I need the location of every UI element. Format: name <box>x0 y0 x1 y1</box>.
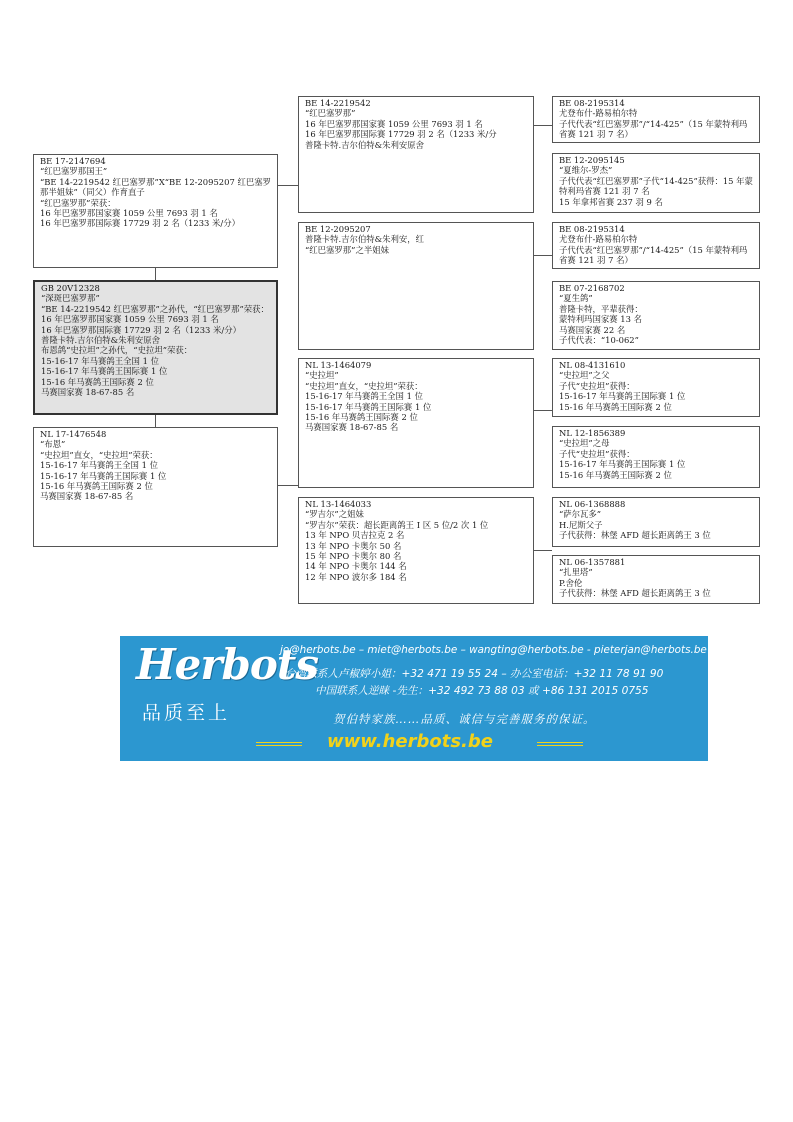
pedigree-text-line: “深斑巴塞罗那” <box>41 293 100 304</box>
ring-number: BE 17-2147694 <box>40 156 106 166</box>
pedigree-text-line: 子代“史拉坦”获得： <box>559 448 635 459</box>
pedigree-text-line: “史拉坦”直女，“史拉坦”荣获： <box>305 380 423 391</box>
pedigree-text-line: 16 年巴塞罗那国际赛 17729 羽 2 名（1233 米/分） <box>41 324 241 335</box>
pedigree-text-line: “史拉坦” <box>305 370 339 381</box>
pedigree-text-line: 15-16 年马赛鸽王国际赛 2 位 <box>559 469 672 480</box>
pedigree-text-line: “夏维尔-罗杰” <box>559 165 613 176</box>
pedigree-dsd-box <box>552 426 760 488</box>
pedigree-text-line: P.舍伦 <box>559 577 583 588</box>
pedigree-text-line: 普隆卡特.吉尔伯特&朱利安原舍 <box>305 139 424 150</box>
pedigree-dss-box <box>552 358 760 417</box>
pedigree-sds-box <box>552 222 760 269</box>
ring-number: NL 06-1357881 <box>559 557 626 567</box>
banner-taiwan-contact: 台湾联系人卢椒婷小姐：+32 471 19 55 24 – 办公室电话：+32 11 78 91 90 <box>285 668 664 680</box>
pedigree-text-line: 14 年 NPO 卡奥尔 144 名 <box>305 561 407 572</box>
banner-website-link[interactable]: www.herbots.be <box>327 731 493 752</box>
pedigree-text-line: 15-16-17 年马赛鸽王全国 1 位 <box>40 460 158 471</box>
pedigree-text-line: “萨尔瓦多” <box>559 509 602 520</box>
ring-number: NL 08-4131610 <box>559 360 626 370</box>
pedigree-text-line: 15-16 年马赛鸽王国际赛 2 位 <box>559 401 672 412</box>
pedigree-text-line: 普隆卡特.吉尔伯特&朱利安原舍 <box>41 335 160 346</box>
pedigree-text-line: 15-16 年马赛鸽王国际赛 2 位 <box>40 481 153 492</box>
pedigree-text-line: 子代代表“红巴塞罗那”子代“14-425”获得：15 年蒙特利玛省赛 121 羽 7 名 <box>559 175 753 197</box>
connector <box>534 255 552 256</box>
pedigree-subject-box <box>33 280 278 415</box>
pedigree-text-line: 布恩鸽“史拉坦”之孙代，“史拉坦”荣获： <box>41 345 193 356</box>
ring-number: NL 12-1856389 <box>559 428 626 438</box>
pedigree-text-line: “布恩” <box>40 439 66 450</box>
pedigree-text-line: 15-16-17 年马赛鸽王国际赛 1 位 <box>305 401 432 412</box>
ring-number: BE 14-2219542 <box>305 98 371 108</box>
pedigree-dds-box <box>552 497 760 547</box>
pedigree-text-line: 16 年巴塞罗那国际赛 17729 羽 2 名（1233 米/分） <box>40 218 240 229</box>
pedigree-text-line: 子代代表“红巴塞罗那”/“14-425”（15 年蒙特利玛省赛 121 羽 7 名） <box>559 244 748 266</box>
pedigree-text-line: 16 年巴塞罗那国家赛 1059 公里 7693 羽 1 名 <box>41 314 219 325</box>
pedigree-text-line: 子代“史拉坦”获得： <box>559 380 635 391</box>
connector <box>155 268 156 280</box>
pedigree-text-line: “夏生鸽” <box>559 293 593 304</box>
pedigree-text-line: 子代代表“红巴塞罗那”/“14-425”（15 年蒙特利玛省赛 121 羽 7 名） <box>559 118 748 140</box>
pedigree-ss-box <box>298 96 534 213</box>
banner-tagline: 贺伯特家族……品质、诚信与完善服务的保证。 <box>333 712 596 726</box>
pedigree-text-line: 普隆卡特，平辈获得： <box>559 303 643 314</box>
pedigree-text-line: 15-16-17 年马赛鸽王国际赛 1 位 <box>40 470 167 481</box>
ring-number: NL 17-1476548 <box>40 429 107 439</box>
connector <box>534 550 552 551</box>
pedigree-text-line: “BE 14-2219542 红巴塞罗那”X“BE 12-2095207 红巴塞罗那半姐妹”（同父）作育直子 <box>40 176 271 198</box>
pedigree-text-line: 16 年巴塞罗那国际赛 17729 羽 2 名（1233 米/分 <box>305 129 497 140</box>
pedigree-text-line: “史拉坦”之父 <box>559 370 610 381</box>
pedigree-text-line: 马赛国家赛 18-67-85 名 <box>41 387 135 398</box>
connector <box>155 415 156 427</box>
ring-number: BE 08-2195314 <box>559 98 625 108</box>
connector <box>534 410 552 411</box>
decorative-line <box>256 742 302 746</box>
banner-emails: jo@herbots.be – miet@herbots.be – wangting@herbots.be - pieterjan@herbots.be <box>280 644 707 656</box>
pedigree-text-line: 尤登布什-路易柏尔特 <box>559 234 638 245</box>
pedigree-text-line: 马赛国家赛 18-67-85 名 <box>305 422 399 433</box>
pedigree-text-line: “罗吉尔”之姐妹 <box>305 509 364 520</box>
pedigree-text-line: 15-16-17 年马赛鸽王国际赛 1 位 <box>559 459 686 470</box>
pedigree-text-line: 15-16-17 年马赛鸽王全国 1 位 <box>41 355 159 366</box>
connector <box>278 485 298 486</box>
pedigree-ds-box <box>298 358 534 488</box>
pedigree-ssd-box <box>552 153 760 213</box>
pedigree-text-line: 普隆卡特.吉尔伯特&朱利安，红 <box>305 234 424 245</box>
pedigree-text-line: 15-16 年马赛鸽王国际赛 2 位 <box>305 412 418 423</box>
pedigree-text-line: 子代代表：“10-062” <box>559 335 639 346</box>
pedigree-text-line: “红巴塞罗那” <box>305 108 356 119</box>
pedigree-text-line: H.尼斯父子 <box>559 519 603 530</box>
pedigree-text-line: “红巴塞罗那”荣获： <box>40 197 116 208</box>
decorative-line <box>537 742 583 746</box>
pedigree-text-line: “史拉坦”直女，“史拉坦”荣获： <box>40 449 158 460</box>
pedigree-text-line: 13 年 NPO 卡奥尔 50 名 <box>305 540 402 551</box>
pedigree-text-line: 16 年巴塞罗那国家赛 1059 公里 7693 羽 1 名 <box>40 208 218 219</box>
pedigree-text-line: 16 年巴塞罗那国家赛 1059 公里 7693 羽 1 名 <box>305 118 483 129</box>
pedigree-ddd-box <box>552 555 760 604</box>
pedigree-text-line: 15-16-17 年马赛鸽王国际赛 1 位 <box>559 391 686 402</box>
pedigree-sd-box <box>298 222 534 350</box>
banner-slogan: 品质至上 <box>142 702 231 724</box>
herbots-banner <box>120 636 708 761</box>
pedigree-text-line: “红巴塞罗那”之半姐妹 <box>305 244 389 255</box>
ring-number: BE 08-2195314 <box>559 224 625 234</box>
pedigree-dam-box <box>33 427 278 547</box>
pedigree-text-line: “扎里塔” <box>559 567 593 578</box>
pedigree-text-line: 13 年 NPO 贝吉拉克 2 名 <box>305 530 405 541</box>
pedigree-text-line: “BE 14-2219542 红巴塞罗那”之孙代，“红巴塞罗那”荣获： <box>41 303 269 314</box>
ring-number: NL 13-1464033 <box>305 499 372 509</box>
ring-number: BE 12-2095207 <box>305 224 371 234</box>
ring-number: NL 06-1368888 <box>559 499 626 509</box>
pedigree-dd-box <box>298 497 534 604</box>
connector <box>278 185 298 186</box>
ring-number: GB 20V12328 <box>41 283 100 293</box>
ring-number: NL 13-1464079 <box>305 360 372 370</box>
herbots-logo: Herbots <box>136 640 318 689</box>
pedigree-sire-box <box>33 154 278 268</box>
ring-number: BE 07-2168702 <box>559 283 625 293</box>
connector <box>534 125 552 126</box>
banner-china-contact: 中国联系人逆睐 -先生：+32 492 73 88 03 或 +86 131 2015 0755 <box>315 685 649 697</box>
pedigree-text-line: 尤登布什-路易柏尔特 <box>559 108 638 119</box>
pedigree-text-line: 子代获得：林堡 AFD 超长距离鸽王 3 位 <box>559 530 711 541</box>
pedigree-sdd-box <box>552 281 760 350</box>
pedigree-text-line: 马赛国家赛 22 名 <box>559 324 626 335</box>
pedigree-text-line: 15-16-17 年马赛鸽王全国 1 位 <box>305 391 423 402</box>
pedigree-text-line: 马赛国家赛 18-67-85 名 <box>40 491 134 502</box>
pedigree-text-line: “史拉坦”之母 <box>559 438 610 449</box>
pedigree-text-line: 蒙特利玛国家赛 13 名 <box>559 314 642 325</box>
pedigree-text-line: 15 年 NPO 卡奥尔 80 名 <box>305 551 402 562</box>
pedigree-text-line: 15-16-17 年马赛鸽王国际赛 1 位 <box>41 366 168 377</box>
pedigree-text-line: 15 年拿邦省赛 237 羽 9 名 <box>559 196 663 207</box>
pedigree-sss-box <box>552 96 760 143</box>
pedigree-text-line: 12 年 NPO 波尔多 184 名 <box>305 571 407 582</box>
pedigree-text-line: 15-16 年马赛鸽王国际赛 2 位 <box>41 376 154 387</box>
ring-number: BE 12-2095145 <box>559 155 625 165</box>
pedigree-text-line: “罗吉尔”荣获：超长距离鸽王 I 区 5 位/2 次 1 位 <box>305 519 489 530</box>
pedigree-text-line: “红巴塞罗那国王” <box>40 166 108 177</box>
pedigree-text-line: 子代获得：林堡 AFD 超长距离鸽王 3 位 <box>559 588 711 599</box>
